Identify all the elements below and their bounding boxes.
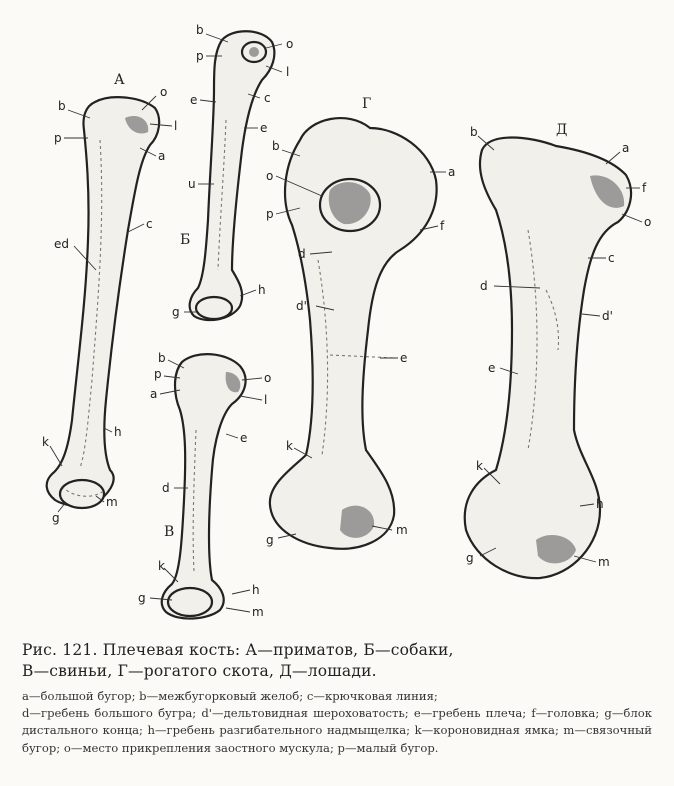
label-p: p: [154, 367, 162, 381]
label-h: h: [596, 497, 604, 511]
label-k: k: [476, 459, 483, 473]
figure-caption: [22, 640, 654, 682]
label-p: p: [54, 131, 62, 145]
label-f: f: [642, 181, 647, 195]
label-g: g: [266, 533, 274, 547]
label-a: a: [622, 141, 630, 155]
label-c: c: [146, 217, 153, 231]
label-a: a: [150, 387, 158, 401]
label-d: d: [480, 279, 488, 293]
label-d-prime: d': [602, 309, 613, 323]
panel-label-d: Д: [556, 122, 568, 138]
label-m: m: [598, 555, 610, 569]
label-a: a: [448, 165, 456, 179]
label-c: c: [608, 251, 615, 265]
caption-line-2: В—свиньи, Г—рогатого скота, Д—лошади.: [22, 662, 377, 680]
label-g: g: [466, 551, 474, 565]
panel-label-a: А: [114, 72, 125, 88]
label-e: e: [190, 93, 198, 107]
label-m: m: [252, 605, 264, 619]
label-o: o: [266, 169, 274, 183]
label-b: b: [158, 351, 166, 365]
panel-label-b: Б: [180, 232, 191, 248]
panel-label-v: В: [164, 524, 175, 540]
bone-cattle: [270, 118, 437, 549]
label-o: o: [264, 371, 272, 385]
label-e: e: [400, 351, 408, 365]
label-b: b: [470, 125, 478, 139]
label-h: h: [258, 283, 266, 297]
label-e: e: [260, 121, 268, 135]
bone-primate: [47, 97, 159, 508]
label-b: b: [272, 139, 280, 153]
label-o: o: [160, 85, 168, 99]
label-f: f: [440, 219, 445, 233]
label-g: g: [52, 511, 60, 525]
label-l: l: [286, 65, 290, 79]
label-e: e: [488, 361, 496, 375]
label-b: b: [196, 23, 204, 37]
label-g: g: [138, 591, 146, 605]
label-p: p: [266, 207, 274, 221]
label-o: o: [644, 215, 652, 229]
legend-line-1: a—большой бугор; b—межбугорковый желоб; c—крючковая линия;: [22, 689, 438, 703]
panel-label-g: Г: [362, 96, 372, 112]
label-d-prime: d': [296, 299, 307, 313]
label-k: k: [286, 439, 293, 453]
legend-line-2: d—гребень большого бугра; d'—дельтовидная шероховатость; e—гребень плеча; f—головка; g—блок дистального конца; h—гребень разгибательного надмыщелка; k—короновидная ямка; m—связочный бугор; o—место прикрепления заостного мускула; p—малый бугор.: [22, 706, 652, 755]
label-k: k: [42, 435, 49, 449]
label-d: d: [298, 247, 306, 261]
label-m: m: [396, 523, 408, 537]
label-h: h: [252, 583, 260, 597]
label-g: g: [172, 305, 180, 319]
label-p: p: [196, 49, 204, 63]
label-k: k: [158, 559, 165, 573]
bone-dog: [190, 31, 275, 320]
label-l: l: [174, 119, 178, 133]
label-d: d: [162, 481, 170, 495]
label-u: u: [188, 177, 196, 191]
bone-horse: [465, 138, 631, 579]
label-a: a: [158, 149, 166, 163]
caption-line-1: Рис. 121. Плечевая кость: А—приматов, Б—собаки,: [22, 641, 454, 659]
label-l: l: [264, 393, 268, 407]
figure-legend: [22, 688, 652, 757]
label-h: h: [114, 425, 122, 439]
label-o: o: [286, 37, 294, 51]
label-c: c: [264, 91, 271, 105]
label-b: b: [58, 99, 66, 113]
label-ed: ed: [54, 237, 69, 251]
label-m: m: [106, 495, 118, 509]
label-e: e: [240, 431, 248, 445]
